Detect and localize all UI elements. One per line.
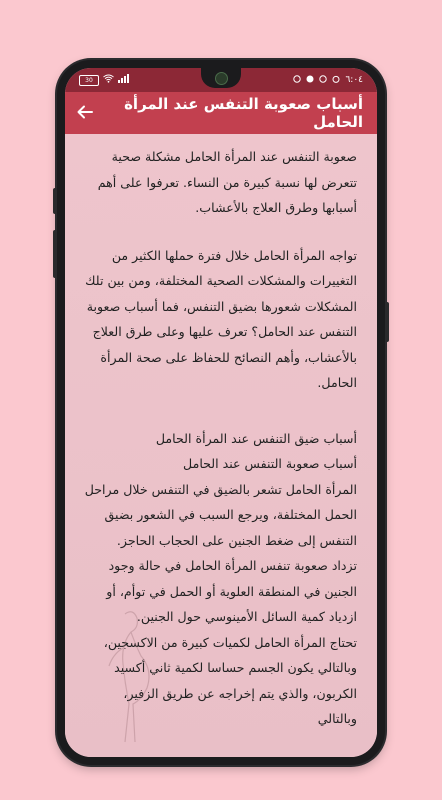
signal-icon — [118, 74, 130, 86]
back-button[interactable] — [77, 103, 93, 124]
pregnant-woman-sketch — [95, 604, 165, 744]
article-content[interactable] — [65, 134, 377, 757]
volume-button — [53, 230, 57, 278]
side-button — [53, 188, 57, 214]
wifi-icon — [103, 74, 114, 86]
page-title: أسباب صعوبة التنفس عند المرأة الحامل — [124, 95, 363, 131]
article-heading-2: أسباب صعوبة التنفس عند الحامل — [183, 456, 357, 471]
article-body-1: المرأة الحامل تشعر بالضيق في التنفس خلال مراحل الحمل المختلفة، ويرجع السبب في الشعور بضيق التنفس إلى ضغط الجنين على الحجاب الحاجز. — [84, 481, 357, 548]
front-camera — [215, 72, 228, 85]
app-bar — [65, 92, 377, 134]
camera-notch — [201, 68, 241, 88]
article-heading-1: أسباب ضيق التنفس عند المرأة الحامل — [155, 430, 357, 446]
messenger-icon — [319, 75, 327, 86]
screen — [65, 68, 377, 757]
power-button — [385, 302, 389, 342]
alarm-icon — [332, 75, 340, 86]
status-time: ٦:٠٤ — [345, 75, 363, 85]
facebook-icon — [306, 75, 314, 86]
article-body-3: تحتاج المرأة الحامل لكميات كبيرة من الاكسجين، وبالتالي يكون الجسم حساسا لكمية ثاني أكسيد الكربون، والذي يتم إخراجه عن طريق الزفير، وبالتالي — [103, 634, 357, 726]
battery-icon: 30 — [79, 75, 99, 86]
article-paragraph: تواجه المرأة الحامل خلال فترة حملها الكثير من التغييرات والمشكلات الصحية المختلفة، ومن بين تلك المشكلات شعورها بضيق التنفس، فما أسباب صعوبة التنفس عند الحامل؟ تعرف عليها وعلى طرق العلاج بالأعشاب، وأهم النصائح للحفاظ على صحة المرأة الحامل. — [85, 247, 357, 390]
notification-icon — [293, 75, 301, 86]
arrow-left-icon — [77, 105, 93, 119]
article-intro: صعوبة التنفس عند المرأة الحامل مشكلة صحية تتعرض لها نسبة كبيرة من النساء. تعرفوا على أهم أسبابها وطرق العلاج بالأعشاب. — [97, 149, 357, 215]
article-body-2: تزداد صعوبة تنفس المرأة الحامل في حالة وجود الجنين في المنطقة العلوية أو الحمل في توأم، أو ازدياد كمية السائل الأمينوسي حول الجنين. — [106, 558, 357, 624]
phone-frame — [57, 60, 385, 765]
